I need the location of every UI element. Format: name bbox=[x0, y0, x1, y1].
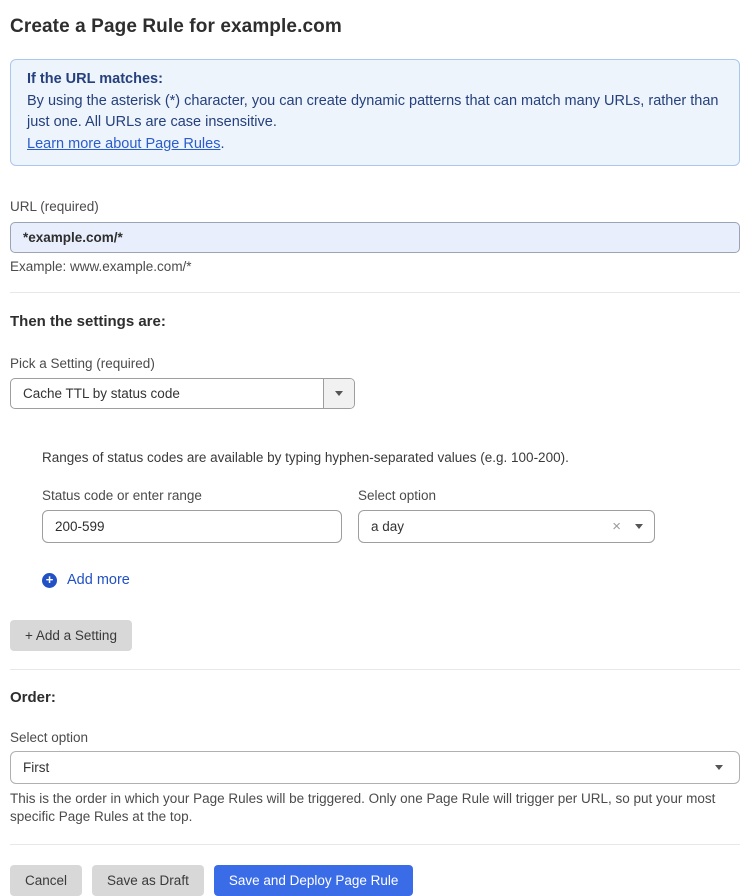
add-setting-button[interactable]: + Add a Setting bbox=[10, 620, 132, 651]
add-setting-row bbox=[10, 589, 740, 651]
ttl-select-label: Select option bbox=[358, 488, 437, 503]
order-selected-value: First bbox=[23, 760, 50, 775]
pick-setting-select[interactable] bbox=[10, 378, 355, 409]
status-code-label: Status code or enter range bbox=[42, 488, 202, 503]
pick-setting-dropdown-button[interactable] bbox=[323, 379, 354, 408]
info-link-suffix: . bbox=[220, 135, 225, 152]
plus-circle-icon: + bbox=[42, 573, 57, 588]
ttl-selected-value: a day bbox=[371, 519, 405, 534]
chevron-down-icon bbox=[715, 765, 723, 770]
order-select-label: Select option bbox=[10, 730, 89, 745]
order-helper-text: This is the order in which your Page Rules will be triggered. Only one Page Rule will trigger per URL, so put your most specific Page Rules at the top. bbox=[10, 791, 716, 824]
page-title: Create a Page Rule for example.com bbox=[10, 16, 342, 37]
url-match-info-box bbox=[10, 59, 740, 166]
save-as-draft-button[interactable]: Save as Draft bbox=[92, 865, 204, 896]
cache-ttl-settings-block bbox=[42, 450, 740, 589]
ttl-select[interactable] bbox=[358, 510, 655, 543]
pick-setting-selected-value: Cache TTL by status code bbox=[23, 386, 180, 401]
footer-actions bbox=[10, 865, 740, 896]
url-field-label: URL (required) bbox=[10, 199, 99, 214]
url-helper-text: Example: www.example.com/* bbox=[10, 259, 192, 274]
divider-url-settings bbox=[10, 292, 740, 293]
add-more-label: Add more bbox=[67, 572, 130, 588]
info-box-link-row bbox=[27, 134, 723, 156]
settings-section-heading: Then the settings are: bbox=[10, 313, 166, 330]
info-box-body: By using the asterisk (*) character, you can create dynamic patterns that can match many URLs, rather than just one. All URLs are case insensitive. bbox=[27, 92, 719, 130]
status-code-column bbox=[42, 488, 342, 543]
chevron-down-icon bbox=[635, 524, 643, 529]
clear-selection-icon[interactable]: × bbox=[612, 518, 621, 535]
status-code-row bbox=[42, 488, 740, 543]
info-box-heading: If the URL matches: bbox=[27, 71, 163, 87]
add-more-link[interactable] bbox=[42, 572, 130, 588]
pick-setting-label: Pick a Setting (required) bbox=[10, 356, 155, 371]
order-section-heading: Order: bbox=[10, 689, 56, 706]
url-input[interactable] bbox=[10, 222, 740, 253]
ttl-column bbox=[358, 488, 655, 543]
status-code-input[interactable] bbox=[42, 510, 342, 543]
status-code-ranges-note: Ranges of status codes are available by typing hyphen-separated values (e.g. 100-200). bbox=[42, 450, 569, 465]
divider-footer bbox=[10, 844, 740, 845]
cancel-button[interactable]: Cancel bbox=[10, 865, 82, 896]
divider-settings-order bbox=[10, 669, 740, 670]
chevron-down-icon bbox=[335, 391, 343, 396]
save-and-deploy-button[interactable]: Save and Deploy Page Rule bbox=[214, 865, 414, 896]
order-select[interactable] bbox=[10, 751, 740, 784]
learn-more-link[interactable]: Learn more about Page Rules bbox=[27, 135, 221, 152]
